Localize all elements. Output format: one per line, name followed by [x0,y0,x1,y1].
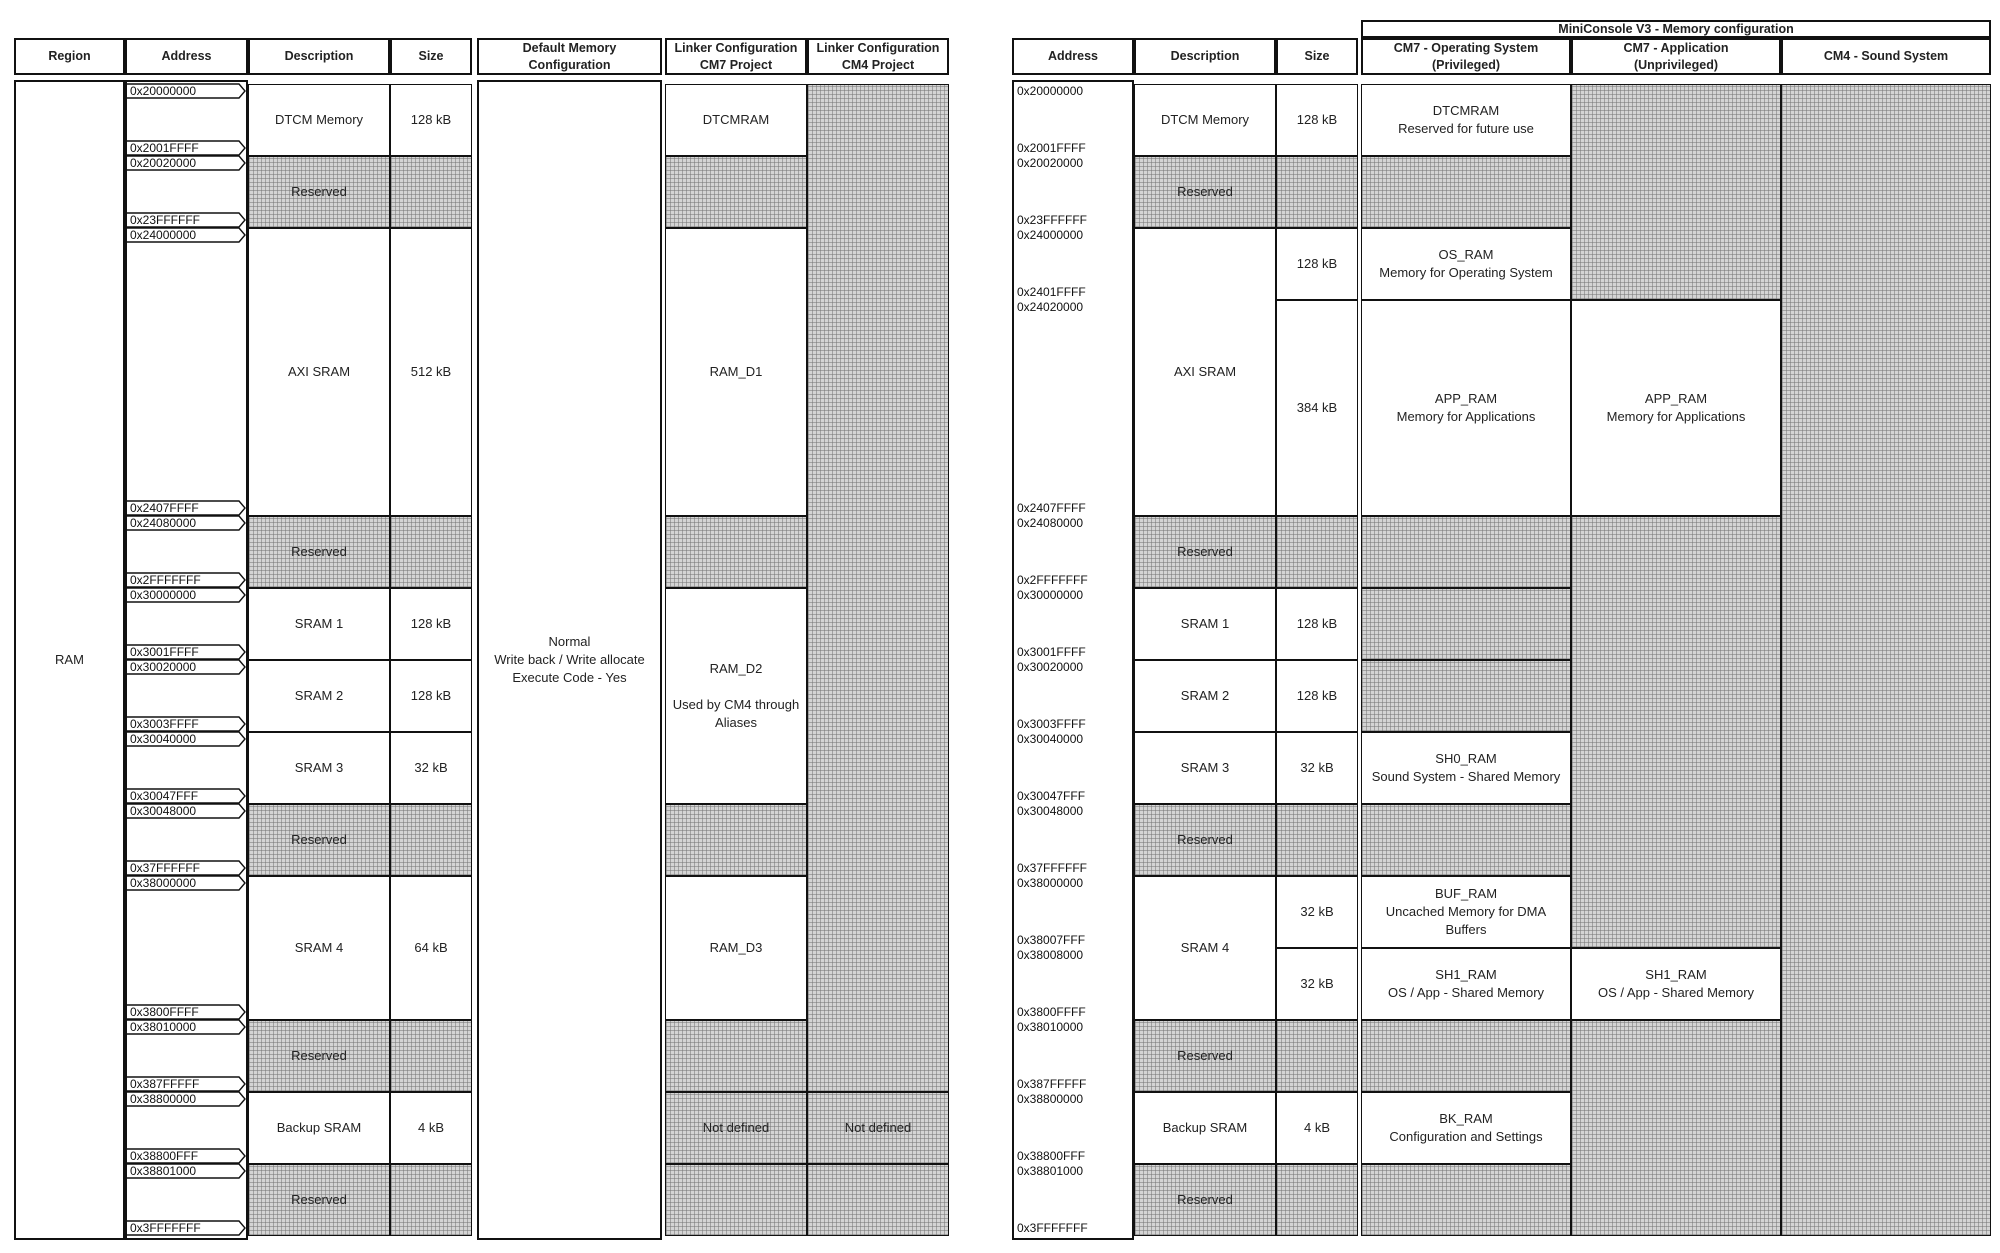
description-cell-right [1134,228,1276,516]
address-label: 0x38008000 [1017,948,1084,962]
address-label: 0x20000000 [1017,84,1084,98]
description-cell-right [1134,876,1276,1020]
description-cell-right-text: AXI SRAM [1173,364,1237,379]
address-label: 0x3800FFFF [130,1005,199,1019]
cm7-app-cell [1571,84,1781,300]
cm7-os-cell [1361,516,1571,588]
description-cell-right [1134,732,1276,804]
address-label: 0x24020000 [1017,300,1084,314]
size-cell-right [1276,948,1358,1020]
address-label: 0x30048000 [130,804,197,818]
size-cell-right [1276,588,1358,660]
cm7-os-cell [1361,84,1571,156]
header-address-text: Address [161,49,212,63]
cm7-app-cell [1571,516,1781,948]
size-cell-right [1276,1020,1358,1092]
description-cell-right-text: Reserved [1177,1192,1233,1207]
cm7-os-cell-text: OS_RAM Memory for Operating System [1379,247,1553,280]
address-label: 0x30040000 [1017,732,1084,746]
cm7-os-cell [1361,228,1571,300]
description-cell-text: DTCM Memory [274,112,364,127]
description-cell-right [1134,84,1276,156]
size-cell-right [1276,84,1358,156]
header-description-text: Description [284,49,354,63]
size-cell-text: 128 kB [410,616,452,631]
address-label: 0x30048000 [1017,804,1084,818]
header-cm7-app [1571,38,1781,75]
header-cm7-os-text: CM7 - Operating System (Privileged) [1393,40,1539,72]
description-cell-right-text: SRAM 1 [1180,616,1230,631]
size-cell-right-text: 128 kB [1296,112,1338,127]
address-label: 0x38801000 [1017,1164,1084,1178]
size-cell-right-text: 128 kB [1296,616,1338,631]
size-cell-right-text: 4 kB [1303,1120,1330,1135]
address-label: 0x30000000 [1017,588,1084,602]
address-label: 0x3800FFFF [1017,1005,1086,1019]
description-cell-right [1134,1164,1276,1236]
linker-cm7-cell-text: DTCMRAM [702,112,770,127]
size-cell-right-text: 32 kB [1300,976,1334,991]
address-label: 0x38010000 [1017,1020,1084,1034]
address-label: 0x3003FFFF [130,717,199,731]
header-description-right [1134,38,1276,75]
address-label: 0x23FFFFFF [130,213,201,227]
address-label: 0x2FFFFFFF [130,573,201,587]
address-label: 0x38007FFF [1017,933,1086,947]
description-cell-right-text: SRAM 3 [1180,760,1230,775]
description-cell-right [1134,804,1276,876]
address-label: 0x2001FFFF [130,141,199,155]
address-label: 0x38800FFF [130,1149,199,1163]
address-label: 0x37FFFFFF [1017,861,1088,875]
cm7-os-cell-text: BK_RAM Configuration and Settings [1389,1111,1543,1144]
address-label: 0x38000000 [1017,876,1084,890]
linker-cm7-cell-text: Not defined [702,1120,770,1135]
size-cell-right-text: 32 kB [1300,904,1334,919]
address-label: 0x37FFFFFF [130,861,201,875]
header-size-right [1276,38,1358,75]
cm7-os-cell [1361,948,1571,1020]
header-region-text: Region [48,49,91,63]
description-cell-right [1134,1092,1276,1164]
description-cell-right-text: DTCM Memory [1160,112,1250,127]
description-cell-text: SRAM 3 [294,760,344,775]
address-label: 0x2001FFFF [1017,141,1086,155]
cm7-os-cell [1361,300,1571,516]
address-label: 0x24000000 [1017,228,1084,242]
description-cell-right [1134,588,1276,660]
address-label: 0x30020000 [130,660,197,674]
size-cell-right [1276,300,1358,516]
cm7-os-cell-text: SH1_RAM OS / App - Shared Memory [1387,967,1545,1000]
cm7-os-cell [1361,1164,1571,1236]
address-label: 0x20000000 [130,84,197,98]
address-label: 0x2407FFFF [1017,501,1086,515]
cm7-os-cell [1361,660,1571,732]
address-label: 0x30047FFF [1017,789,1086,803]
header-cm7-os [1361,38,1571,75]
address-label: 0x23FFFFFF [1017,213,1088,227]
region-ram-text: RAM [55,652,84,667]
cm7-app-cell-text: APP_RAM Memory for Applications [1606,391,1746,424]
address-label: 0x38801000 [130,1164,197,1178]
address-label: 0x24080000 [130,516,197,530]
size-cell-right [1276,876,1358,948]
cm7-app-cell-text: SH1_RAM OS / App - Shared Memory [1597,967,1755,1000]
description-cell-right [1134,660,1276,732]
header-miniconsole-text: MiniConsole V3 - Memory configuration [1558,21,1794,36]
header-size-right-text: Size [1304,49,1330,63]
address-label: 0x20020000 [130,156,197,170]
size-cell-right [1276,228,1358,300]
size-cell-text: 4 kB [417,1120,444,1135]
header-description-right-text: Description [1170,49,1240,63]
address-label: 0x38000000 [130,876,197,890]
address-label: 0x38010000 [130,1020,197,1034]
linker-cm7-cell-text: RAM_D2 Used by CM4 through Aliases [672,661,800,730]
header-size-text: Size [418,49,444,63]
header-cm4-sound [1781,38,1991,75]
address-label: 0x30000000 [130,588,197,602]
description-cell-text: Reserved [291,832,347,847]
description-cell-text: SRAM 1 [294,616,344,631]
size-cell-text: 128 kB [410,688,452,703]
cm4-sound-cell [1781,84,1991,1236]
size-cell-text: 32 kB [414,760,448,775]
address-label: 0x24080000 [1017,516,1084,530]
description-cell-text: SRAM 4 [294,940,344,955]
header-cm4-sound-text: CM4 - Sound System [1823,49,1949,63]
address-label: 0x38800000 [1017,1092,1084,1106]
cm7-os-cell [1361,156,1571,228]
cm7-app-cell [1571,300,1781,516]
header-address-right-text: Address [1047,49,1099,63]
size-cell-right [1276,1092,1358,1164]
address-label: 0x20020000 [1017,156,1084,170]
size-cell-right-text: 128 kB [1296,256,1338,271]
cm7-os-cell [1361,876,1571,948]
address-label: 0x3003FFFF [1017,717,1086,731]
address-label: 0x2407FFFF [130,501,199,515]
description-cell-right-text: Backup SRAM [1162,1120,1248,1135]
address-label: 0x38800000 [130,1092,197,1106]
address-label: 0x2401FFFF [1017,285,1086,299]
size-cell-right [1276,732,1358,804]
description-cell-right-text: Reserved [1177,184,1233,199]
description-cell-text: Reserved [291,1048,347,1063]
header-linker-cm7-text: Linker Configuration CM7 Project [674,40,798,72]
header-address-right [1012,38,1134,75]
address-label: 0x24000000 [130,228,197,242]
default-config-cell-text: Normal Write back / Write allocate Execute Code - Yes [494,634,645,685]
cm7-app-cell [1571,1020,1781,1236]
address-label: 0x387FFFFF [130,1077,200,1091]
linker-cm7-cell-text: RAM_D1 [709,364,763,379]
description-cell-right-text: Reserved [1177,1048,1233,1063]
description-cell-right [1134,516,1276,588]
address-label: 0x2FFFFFFF [1017,573,1088,587]
cm7-os-cell [1361,732,1571,804]
linker-cm7-cell-text: RAM_D3 [709,940,763,955]
size-cell-right [1276,804,1358,876]
size-cell-right [1276,660,1358,732]
cm7-os-cell-text: DTCMRAM Reserved for future use [1398,103,1534,136]
size-cell-text: 128 kB [410,112,452,127]
cm7-os-cell [1361,1020,1571,1092]
size-cell-text: 64 kB [414,940,448,955]
address-label: 0x30040000 [130,732,197,746]
cm7-os-cell [1361,588,1571,660]
address-label: 0x3FFFFFFF [1017,1221,1088,1235]
header-linker-cm4-text: Linker Configuration CM4 Project [816,40,940,72]
description-cell-text: Reserved [291,1192,347,1207]
description-cell-right-text: Reserved [1177,832,1233,847]
description-cell-text: SRAM 2 [294,688,344,703]
description-cell-right [1134,1020,1276,1092]
size-cell-right [1276,156,1358,228]
header-miniconsole [1361,20,1991,38]
cm7-os-cell-text: BUF_RAM Uncached Memory for DMA Buffers [1385,886,1547,937]
description-cell-text: Reserved [291,544,347,559]
description-cell-right-text: SRAM 4 [1180,940,1230,955]
address-label: 0x3001FFFF [1017,645,1086,659]
description-cell-right-text: Reserved [1177,544,1233,559]
header-cm7-app-text: CM7 - Application (Unprivileged) [1623,40,1729,72]
address-label: 0x3FFFFFFF [130,1221,201,1235]
size-cell-right [1276,1164,1358,1236]
description-cell-text: Reserved [291,184,347,199]
linker-cm4-cell-text: Not defined [844,1120,912,1135]
cm7-os-cell [1361,1092,1571,1164]
cm7-os-cell-text: SH0_RAM Sound System - Shared Memory [1371,751,1561,784]
address-label: 0x3001FFFF [130,645,199,659]
size-cell-right [1276,516,1358,588]
address-label: 0x30020000 [1017,660,1084,674]
cm7-os-cell [1361,804,1571,876]
cm7-app-cell [1571,948,1781,1020]
address-label: 0x30047FFF [130,789,199,803]
address-label: 0x38800FFF [1017,1149,1086,1163]
header-default-config-text: Default Memory Configuration [522,40,617,72]
description-cell-text: AXI SRAM [287,364,351,379]
size-cell-text: 512 kB [410,364,452,379]
description-cell-right [1134,156,1276,228]
description-cell-right-text: SRAM 2 [1180,688,1230,703]
cm7-os-cell-text: APP_RAM Memory for Applications [1396,391,1536,424]
size-cell-right-text: 128 kB [1296,688,1338,703]
address-label: 0x387FFFFF [1017,1077,1087,1091]
size-cell-right-text: 32 kB [1300,760,1334,775]
description-cell-text: Backup SRAM [276,1120,362,1135]
size-cell-right-text: 384 kB [1296,400,1338,415]
